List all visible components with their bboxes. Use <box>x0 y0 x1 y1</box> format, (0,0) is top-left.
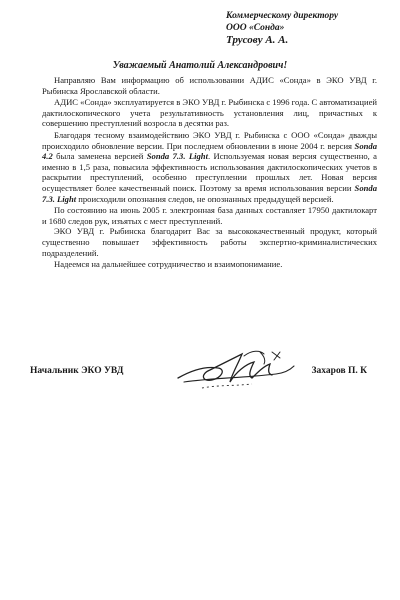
paragraph-text: Благодаря тесному взаимодействию ЭКО УВД г. Рыбинска с ООО «Сонда» дважды происходило обновление версии. При последнем обновлении в июне 2004 г. версия <box>42 129 377 151</box>
paragraph-text: . Используемая новая версия существенно, а именно в 1,5 раза, повысила эффективность использования дактилоскопических учетов в раскрытии преступлений, особенно преступлении прошлых лет. Новая версия осуществляет более качественный поиск. Поэтому за время использования версии <box>42 151 377 193</box>
paragraph-text: была заменена версией <box>52 151 147 162</box>
paragraph-3 <box>42 130 377 204</box>
paragraph-text: ЭКО УВД г. Рыбинска благодарит Вас за высококачественный продукт, который существенно повышает эффективность работы экспертно-криминалистических подразделений. <box>42 226 377 258</box>
paragraph-5 <box>42 226 377 258</box>
version-name-new: Sonda 7.3. Light <box>42 182 377 204</box>
paragraph-text: Надеемся на дальнейшее сотрудничество и взаимопонимание. <box>54 259 283 270</box>
paragraph-4 <box>42 205 377 226</box>
addressee-name: Трусову А. А. <box>226 34 289 46</box>
paragraph-text: АДИС «Сонда» эксплуатируется в ЭКО УВД г. Рыбинска с 1996 года. С автоматизацией дактилоскопического учета результативность установления лиц, причастных к совершению преступлений возросла в десятки раз. <box>42 97 377 129</box>
version-name-old: Sonda 4.2 <box>42 140 377 162</box>
letter-body <box>42 75 377 270</box>
paragraph-text: Направляю Вам информацию об использовании АДИС «Сонда» в ЭКО УВД г. Рыбинска Ярославской области. <box>42 75 377 96</box>
greeting: Уважаемый Анатолий Александрович! <box>112 60 288 71</box>
signature-row <box>30 360 375 390</box>
version-name-new: Sonda 7.3. Light <box>146 151 208 162</box>
paragraph-text: По состоянию на июнь 2005 г. электронная база данных составляет 17950 дактилокарт и 1680 следов рук, изъятых с мест преступлений. <box>42 205 377 226</box>
signer-name: Захаров П. К <box>311 366 367 376</box>
addressee-block <box>226 10 366 46</box>
paragraph-2 <box>42 97 377 129</box>
addressee-title: Коммерческому директору <box>226 11 339 21</box>
handwritten-signature-icon <box>172 348 302 394</box>
paragraph-6 <box>42 259 377 270</box>
addressee-company: ООО «Сонда» <box>226 23 285 33</box>
paragraph-1 <box>42 75 377 96</box>
paragraph-text: происходили опознания следов, не опознанных предыдущей версией. <box>76 193 334 204</box>
signer-position: Начальник ЭКО УВД <box>30 366 124 376</box>
